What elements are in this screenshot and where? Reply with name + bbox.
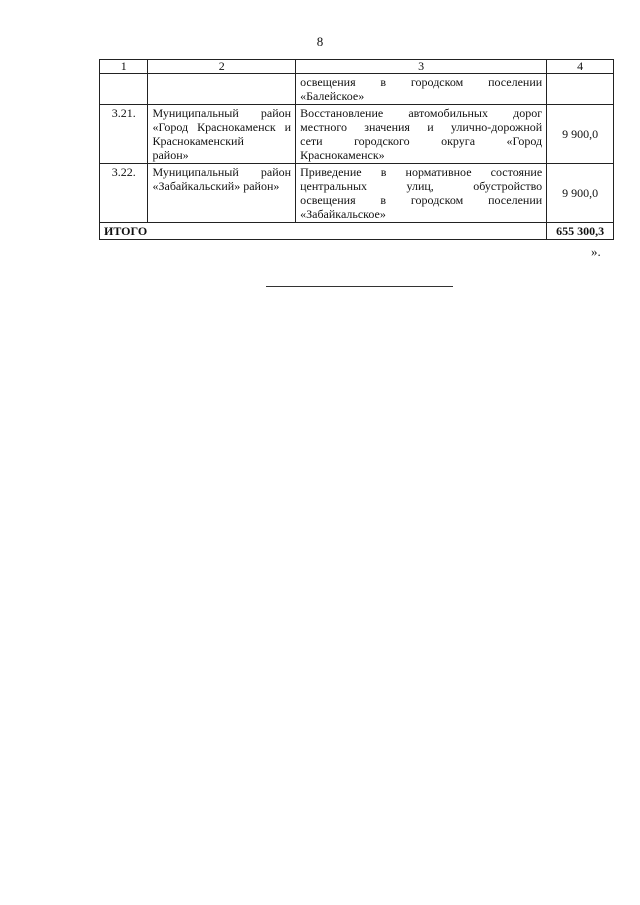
description-line: местного значения и улично-дорожной [300, 120, 543, 134]
description-line: Краснокаменск» [300, 148, 385, 162]
closing-quote-mark: ». [591, 244, 601, 259]
budget-table [99, 59, 614, 240]
cell-num [100, 74, 148, 105]
cell-description [296, 74, 547, 105]
total-value: 655 300,3 [547, 223, 614, 240]
cell-district [148, 164, 296, 223]
description-line: сети городского округа «Город [300, 134, 543, 148]
table-total-row [100, 223, 614, 240]
district-line: Краснокаменский [152, 134, 244, 148]
description-line: Приведение в нормативное состояние [300, 165, 543, 179]
header-col-2: 2 [148, 60, 296, 74]
district-line: район» [152, 148, 189, 162]
district-line: Муниципальный район [152, 165, 292, 179]
table-row-3-22 [100, 164, 614, 223]
header-col-1: 1 [100, 60, 148, 74]
table-row-continuation [100, 74, 614, 105]
description-line: освещения в городском поселении [300, 75, 543, 89]
page-number: 8 [316, 34, 324, 49]
district-line: «Город Краснокаменск и [152, 120, 292, 134]
cell-amount: 9 900,0 [547, 105, 614, 164]
cell-amount: 9 900,0 [547, 164, 614, 223]
cell-description [296, 164, 547, 223]
cell-amount [547, 74, 614, 105]
description-line: освещения в городском поселении [300, 193, 543, 207]
table-header-row [100, 60, 614, 74]
cell-district [148, 74, 296, 105]
divider-line [266, 286, 453, 287]
description-line: «Забайкальское» [300, 207, 386, 221]
description-line: Восстановление автомобильных дорог [300, 106, 543, 120]
cell-num: 3.21. [100, 105, 148, 164]
header-col-4: 4 [547, 60, 614, 74]
header-col-3: 3 [296, 60, 547, 74]
cell-description [296, 105, 547, 164]
cell-district [148, 105, 296, 164]
cell-num: 3.22. [100, 164, 148, 223]
description-line: «Балейское» [300, 89, 365, 103]
table-row-3-21 [100, 105, 614, 164]
description-line: центральных улиц, обустройство [300, 179, 543, 193]
district-line: Муниципальный район [152, 106, 292, 120]
total-label: ИТОГО [100, 223, 547, 240]
district-line: «Забайкальский» район» [152, 179, 280, 193]
